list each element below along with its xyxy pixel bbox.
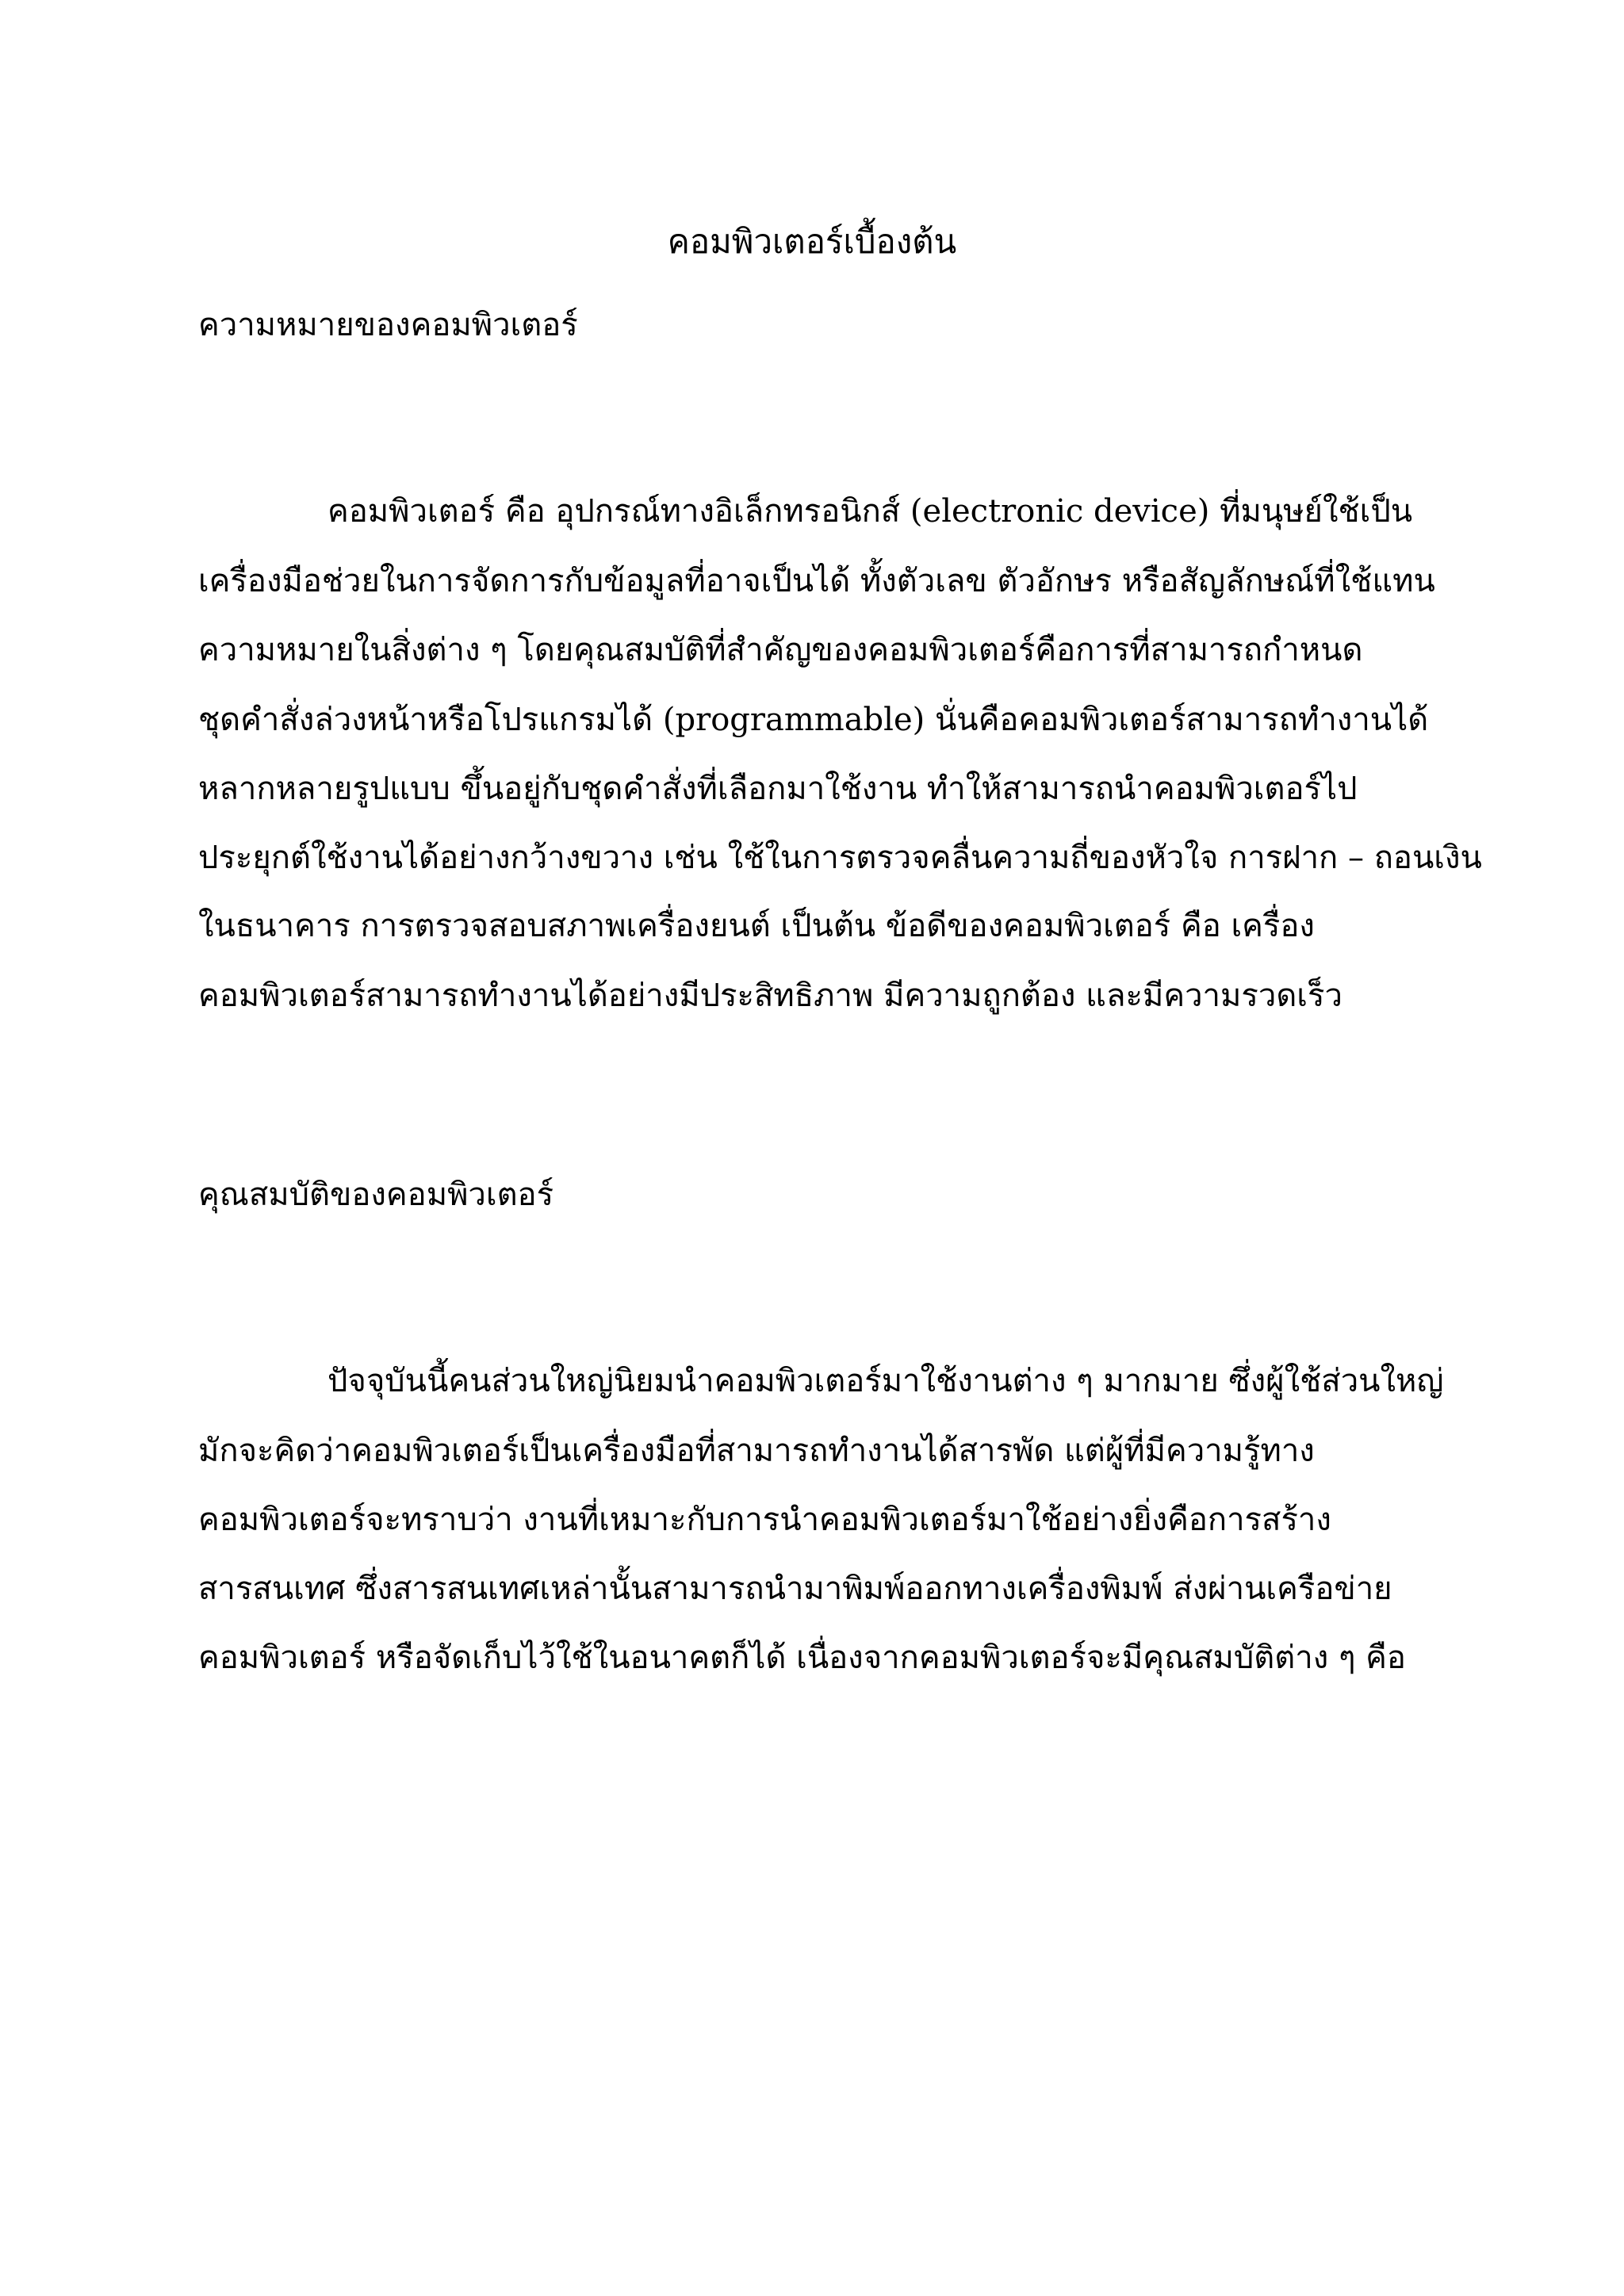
paragraph-line: คอมพิวเตอร์จะทราบว่า งานที่เหมาะกับการนำคอมพิวเตอร์มาใช้อย่างยิ่งคือการสร้าง xyxy=(198,1502,1331,1538)
section-heading-properties: คุณสมบัติของคอมพิวเตอร์ xyxy=(198,1177,554,1213)
document-title: คอมพิวเตอร์เบื้องต้น xyxy=(667,222,957,261)
paragraph-line: สารสนเทศ ซึ่งสารสนเทศเหล่านั้นสามารถนำมาพิมพ์ออกทางเครื่องพิมพ์ ส่งผ่านเครือข่าย xyxy=(198,1571,1392,1607)
paragraph-line: ชุดคำสั่งล่วงหน้าหรือโปรแกรมได้ (programmable) นั่นคือคอมพิวเตอร์สามารถทำงานได้ xyxy=(198,702,1429,738)
paragraph-line: คอมพิวเตอร์สามารถทำงานได้อย่างมีประสิทธิภาพ มีความถูกต้อง และมีความรวดเร็ว xyxy=(198,978,1342,1014)
paragraph-line: หลากหลายรูปแบบ ขึ้นอยู่กับชุดคำสั่งที่เลือกมาใช้งาน ทำให้สามารถนำคอมพิวเตอร์ไป xyxy=(198,771,1358,807)
paragraph-line: ประยุกต์ใช้งานได้อย่างกว้างขวาง เช่น ใช้ในการตรวจคลื่นความถี่ของหัวใจ การฝาก – ถอนเงิน xyxy=(198,840,1482,876)
paragraph-line: ความหมายในสิ่งต่าง ๆ โดยคุณสมบัติที่สำคัญของคอมพิวเตอร์คือการที่สามารถกำหนด xyxy=(198,632,1363,668)
paragraph-line: ปัจจุบันนี้คนส่วนใหญ่นิยมนำคอมพิวเตอร์มาใช้งานต่าง ๆ มากมาย ซึ่งผู้ใช้ส่วนใหญ่ xyxy=(327,1363,1444,1399)
paragraph-line: คอมพิวเตอร์ หรือจัดเก็บไว้ใช้ในอนาคตก็ได้ เนื่องจากคอมพิวเตอร์จะมีคุณสมบัติต่าง ๆ คือ xyxy=(198,1640,1406,1676)
paragraph-line: เครื่องมือช่วยในการจัดการกับข้อมูลที่อาจเป็นได้ ทั้งตัวเลข ตัวอักษร หรือสัญลักษณ์ที่ใช้แทน xyxy=(198,563,1435,599)
paragraph-line: คอมพิวเตอร์ คือ อุปกรณ์ทางอิเล็กทรอนิกส์ (electronic device) ที่มนุษย์ใช้เป็น xyxy=(327,493,1413,530)
paragraph-line: มักจะคิดว่าคอมพิวเตอร์เป็นเครื่องมือที่สามารถทำงานได้สารพัด แต่ผู้ที่มีความรู้ทาง xyxy=(198,1433,1315,1469)
section-heading-meaning: ความหมายของคอมพิวเตอร์ xyxy=(198,307,578,343)
paragraph-line: ในธนาคาร การตรวจสอบสภาพเครื่องยนต์ เป็นต้น ข้อดีของคอมพิวเตอร์ คือ เครื่อง xyxy=(198,908,1315,944)
